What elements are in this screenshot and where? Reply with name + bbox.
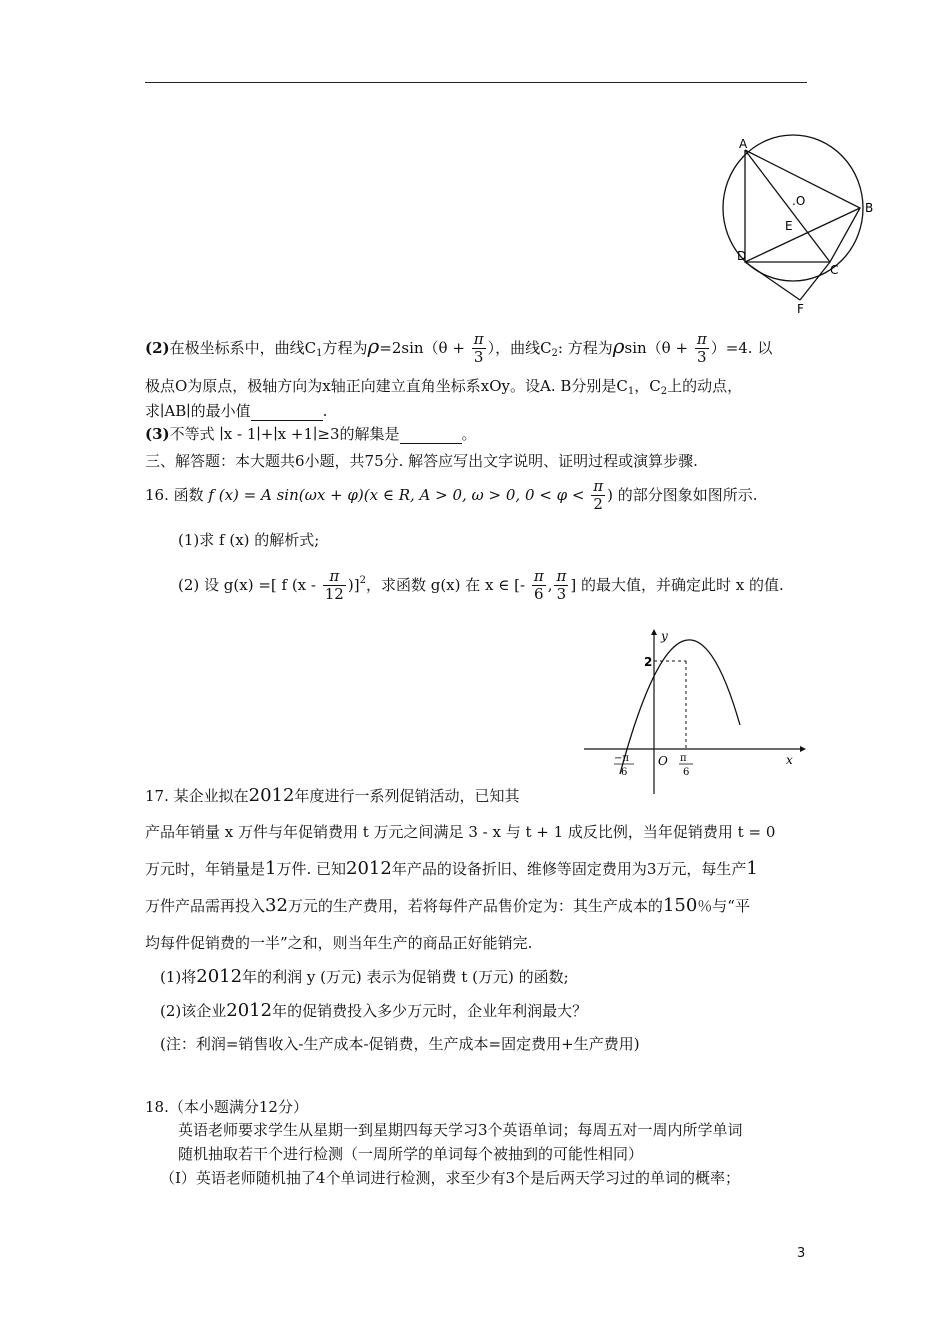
q15-2-sub1: 1	[316, 347, 323, 359]
frac-den: 12	[324, 585, 344, 604]
origin-label: O	[658, 754, 668, 768]
tick-neg-pi6-num: −π	[614, 753, 629, 764]
frac-num: π	[533, 567, 544, 585]
fraction-pi-3-b	[695, 331, 709, 367]
q16-p2-d: ] 的最大值，并确定此时 x 的值.	[570, 575, 784, 594]
q15-3-number: (3)	[145, 425, 170, 443]
frac-den: 3	[696, 348, 707, 367]
q15-2-number: (2)	[145, 338, 170, 357]
label-a: A	[739, 137, 748, 151]
label-c: C	[830, 263, 839, 277]
q15-2-text-f: ），曲线C	[487, 338, 552, 357]
q15-2-text-d: 方程为	[322, 338, 368, 357]
q17-l4-a: 万件产品需再投入	[145, 897, 266, 915]
q16-line1	[145, 478, 758, 514]
q17-note: (注：利润=销售收入-生产成本-促销费，生产成本=固定费用+生产费用)	[160, 1035, 640, 1053]
tick-pi6-den: 6	[683, 767, 690, 778]
page-number: 3	[797, 1246, 806, 1261]
q15-2-sub2: 2	[551, 347, 558, 359]
q16-sq: 2	[359, 574, 366, 586]
q15-2-line2	[145, 377, 742, 398]
q18-line1: 英语老师要求学生从星期一到星期四每天学习3个英语单词；每周五对一周内所学单词	[178, 1121, 743, 1139]
q15-2-line2-mid: ，C	[634, 377, 661, 395]
frac-num: π	[593, 477, 604, 495]
q17-line4	[145, 895, 750, 917]
q15-2-text-b: 在极坐标系中，曲线C	[169, 338, 317, 357]
y-tick-2: 2	[644, 655, 653, 669]
q16-p2-b: )]	[347, 575, 360, 594]
frac-den: 2	[593, 495, 603, 514]
q17-one: 1	[265, 858, 277, 879]
rho-symbol: ρ	[367, 333, 380, 358]
q16-tail: ) 的部分图象如图所示.	[607, 485, 758, 504]
fraction-pi-3-c	[554, 568, 568, 604]
y-label: y	[661, 629, 668, 643]
fraction-pi-6	[532, 568, 546, 604]
q17-l3-a: 万元时，年销量是	[145, 860, 266, 878]
frac-num: π	[473, 330, 484, 348]
label-e: E	[785, 219, 793, 233]
section-heading: 三、解答题：本大题共6小题，共75分. 解答应写出文字说明、证明过程或演算步骤.	[145, 452, 698, 470]
q17-l3-c: 年产品的设备折旧、维修等固定费用为3万元，每生产	[391, 860, 747, 878]
q18-head: 18.（本小题满分12分）	[145, 1098, 308, 1116]
frac-num: π	[323, 568, 346, 586]
q17-l4-b: 万元的生产费用，若将每件产品售价定为：其生产成本的	[287, 897, 663, 915]
q15-2-text-e: =2sin（θ +	[379, 338, 465, 357]
fraction-pi-2	[591, 478, 605, 514]
q17-line1	[145, 785, 519, 807]
rho-symbol-2: ρ	[612, 333, 625, 358]
q18-line2: 随机抽取若干个进行检测（一周所学的单词每个被抽到的可能性相同）	[178, 1145, 644, 1163]
q17-32: 32	[265, 895, 288, 916]
q17-line2: 产品年销量 x 万件与年促销费用 t 万元之间满足 3 - x 与 t + 1 成反比例，当年促销费用 t = 0	[145, 823, 776, 841]
q17-line5: 均每件促销费的一半”之和，则当年生产的商品正好能销完.	[145, 934, 533, 952]
q15-2-line2-text: 极点O为原点，极轴方向为x轴正向建立直角坐标系xOy。设A. B分别是C	[145, 377, 628, 395]
answer-blank	[251, 402, 323, 421]
q15-2-line3-text: 求∣AB∣的最小值	[145, 402, 251, 420]
q17-line3	[145, 858, 758, 880]
q17-l1-a: 17. 某企业拟在	[145, 787, 249, 805]
frac-num: π	[696, 330, 707, 348]
q17-p1-a: (1)将	[160, 968, 197, 986]
q16-p2-c: ，求函数 g(x) 在 x ∈ [-	[365, 575, 526, 594]
q15-2-text-h: sin（θ +	[624, 338, 689, 357]
sine-graph	[582, 628, 807, 798]
label-b: B	[865, 201, 874, 215]
q17-part1	[160, 966, 569, 988]
q17-year-3: 2012	[196, 966, 243, 987]
tick-pi6-num: π	[680, 753, 687, 764]
q17-l4-c: ％与“平	[697, 897, 750, 915]
q15-2-line1	[145, 331, 772, 367]
label-o: .O	[792, 194, 806, 208]
q16-head: 16. 函数	[145, 485, 204, 504]
q15-3-text: 不等式 ∣x - 1∣+∣x +1∣≥3的解集是	[169, 425, 400, 443]
q17-year-2: 2012	[346, 858, 392, 879]
q16-comma: ,	[547, 575, 553, 594]
header-rule	[145, 82, 807, 83]
q17-p2-b: 年的促销费投入多少万元时，企业年利润最大？	[272, 1002, 588, 1020]
label-d: D	[737, 249, 747, 263]
q15-3-end: 。	[461, 425, 477, 443]
q17-150: 150	[662, 895, 698, 916]
fraction-pi-12	[323, 568, 346, 604]
q15-2-text-i: ）=4. 以	[710, 338, 773, 357]
circle-figure	[715, 130, 895, 325]
y-axis-arrow	[651, 629, 657, 635]
q15-2-line2-sub1: 1	[627, 386, 635, 397]
q17-year-4: 2012	[226, 1000, 273, 1021]
q17-l1-b: 年度进行一系列促销活动，已知其	[294, 787, 520, 805]
q17-year: 2012	[248, 785, 295, 806]
q15-2-line3-end: .	[322, 402, 328, 420]
q15-2-line2-end: 上的动点，	[667, 377, 743, 395]
q17-part2	[160, 1000, 587, 1022]
q17-l3-b: 万件. 已知	[276, 860, 347, 878]
fraction-pi-3	[472, 331, 486, 367]
tick-neg-pi6-den: 6	[621, 767, 628, 778]
q18-line3: （Ⅰ）英语老师随机抽了4个单词进行检测，求至少有3个是后两天学习过的单词的概率；	[160, 1169, 741, 1187]
frac-den: 3	[556, 585, 567, 604]
q15-2-line2-sub2: 2	[660, 386, 668, 397]
q16-formula: f (x) = A sin(ωx + φ)(x ∈ R, A > 0, ω > 0, 0 < φ <	[208, 485, 585, 504]
frac-num: π	[556, 567, 567, 585]
q17-p2-a: (2)该企业	[160, 1002, 227, 1020]
q15-3-line	[145, 425, 477, 444]
q16-part2	[178, 568, 784, 604]
x-label: x	[786, 753, 793, 767]
q16-part1: (1)求 f (x) 的解析式;	[178, 531, 320, 549]
q15-2-line3	[145, 402, 327, 421]
q15-2-text-g: : 方程为	[557, 338, 613, 357]
frac-den: 3	[473, 348, 484, 367]
x-axis-arrow	[800, 746, 806, 752]
label-f: F	[797, 302, 804, 316]
q16-p2-a: (2) 设 g(x) =[ f (x -	[178, 575, 316, 594]
q17-one-2: 1	[746, 858, 758, 879]
answer-blank	[400, 425, 462, 444]
q17-p1-b: 年的利润 y (万元) 表示为促销费 t (万元) 的函数;	[242, 968, 569, 986]
frac-den: 6	[533, 585, 544, 604]
